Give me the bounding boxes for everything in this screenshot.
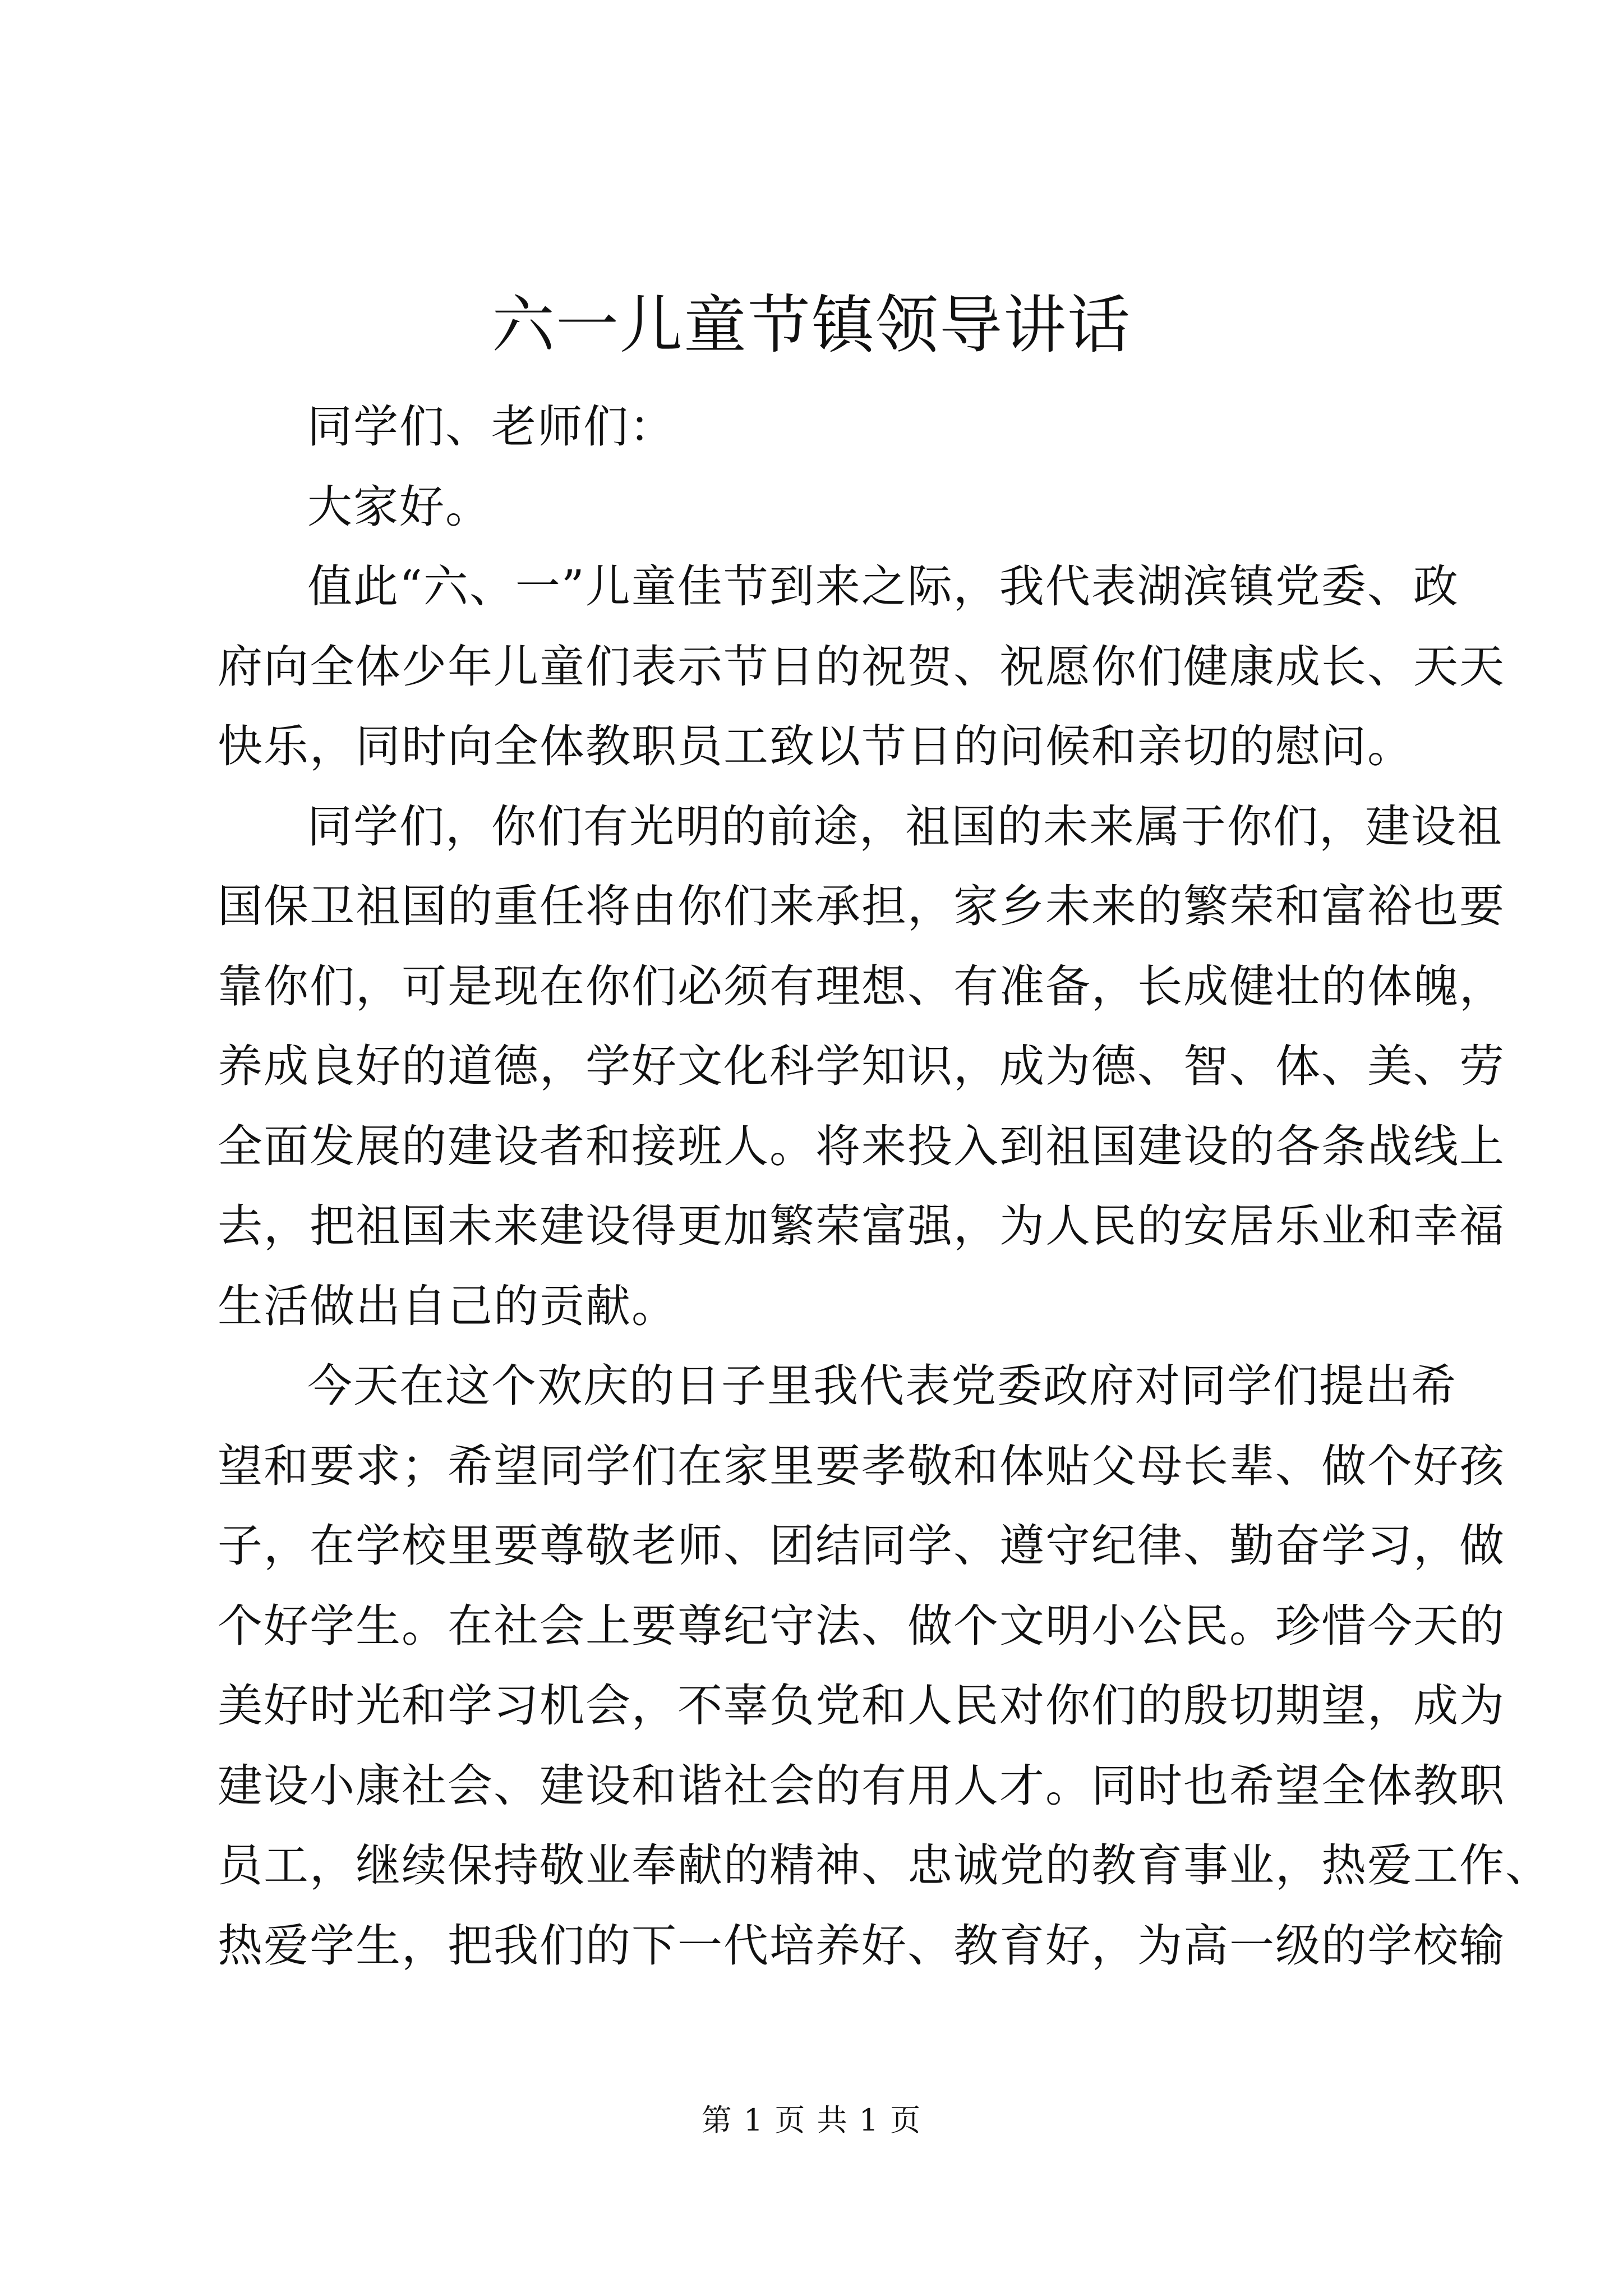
body-line: 生活做出自己的贡献。 xyxy=(218,1280,677,1332)
body-line: 子，在学校里要尊敬老师、团结同学、遵守纪律、勤奋学习，做 xyxy=(218,1520,1505,1572)
body-line: 同学们，你们有光明的前途，祖国的未来属于你们，建设祖 xyxy=(307,800,1503,853)
body-line: 望和要求；希望同学们在家里要孝敬和体贴父母长辈、做个好孩 xyxy=(218,1439,1505,1492)
body-line: 国保卫祖国的重任将由你们来承担，家乡未来的繁荣和富裕也要 xyxy=(218,880,1505,932)
body-line: 养成良好的道德，学好文化科学知识，成为德、智、体、美、劳 xyxy=(218,1040,1505,1092)
body-line: 快乐，同时向全体教职员工致以节日的问候和亲切的慰问。 xyxy=(218,720,1413,772)
body-line: 去，把祖国未来建设得更加繁荣富强，为人民的安居乐业和幸福 xyxy=(218,1200,1505,1252)
body-line: 美好时光和学习机会，不辜负党和人民对你们的殷切期望，成为 xyxy=(218,1680,1505,1732)
document-body xyxy=(218,387,1551,1986)
body-line: 全面发展的建设者和接班人。将来投入到祖国建设的各条战线上 xyxy=(218,1120,1505,1172)
body-line: 今天在这个欢庆的日子里我代表党委政府对同学们提出希 xyxy=(307,1360,1457,1412)
body-line: 员工，继续保持敬业奉献的精神、忠诚党的教育事业，热爱工作、 xyxy=(218,1839,1551,1892)
page-footer: 第 1 页 共 1 页 xyxy=(701,2102,922,2138)
body-line: 个好学生。在社会上要尊纪守法、做个文明小公民。珍惜今天的 xyxy=(218,1599,1505,1652)
body-line: 靠你们，可是现在你们必须有理想、有准备，长成健壮的体魄， xyxy=(218,960,1505,1013)
body-line: 大家好。 xyxy=(307,480,491,533)
document-title: 六一儿童节镇领导讲话 xyxy=(492,289,1131,362)
body-line: 府向全体少年儿童们表示节日的祝贺、祝愿你们健康成长、天天 xyxy=(218,640,1505,693)
body-line: 值此“六、一”儿童佳节到来之际，我代表湖滨镇党委、政 xyxy=(307,560,1459,613)
body-line: 建设小康社会、建设和谐社会的有用人才。同时也希望全体教职 xyxy=(218,1759,1505,1812)
body-line: 热爱学生，把我们的下一代培养好、教育好，为高一级的学校输 xyxy=(218,1919,1505,1972)
body-line: 同学们、老师们： xyxy=(307,401,675,453)
